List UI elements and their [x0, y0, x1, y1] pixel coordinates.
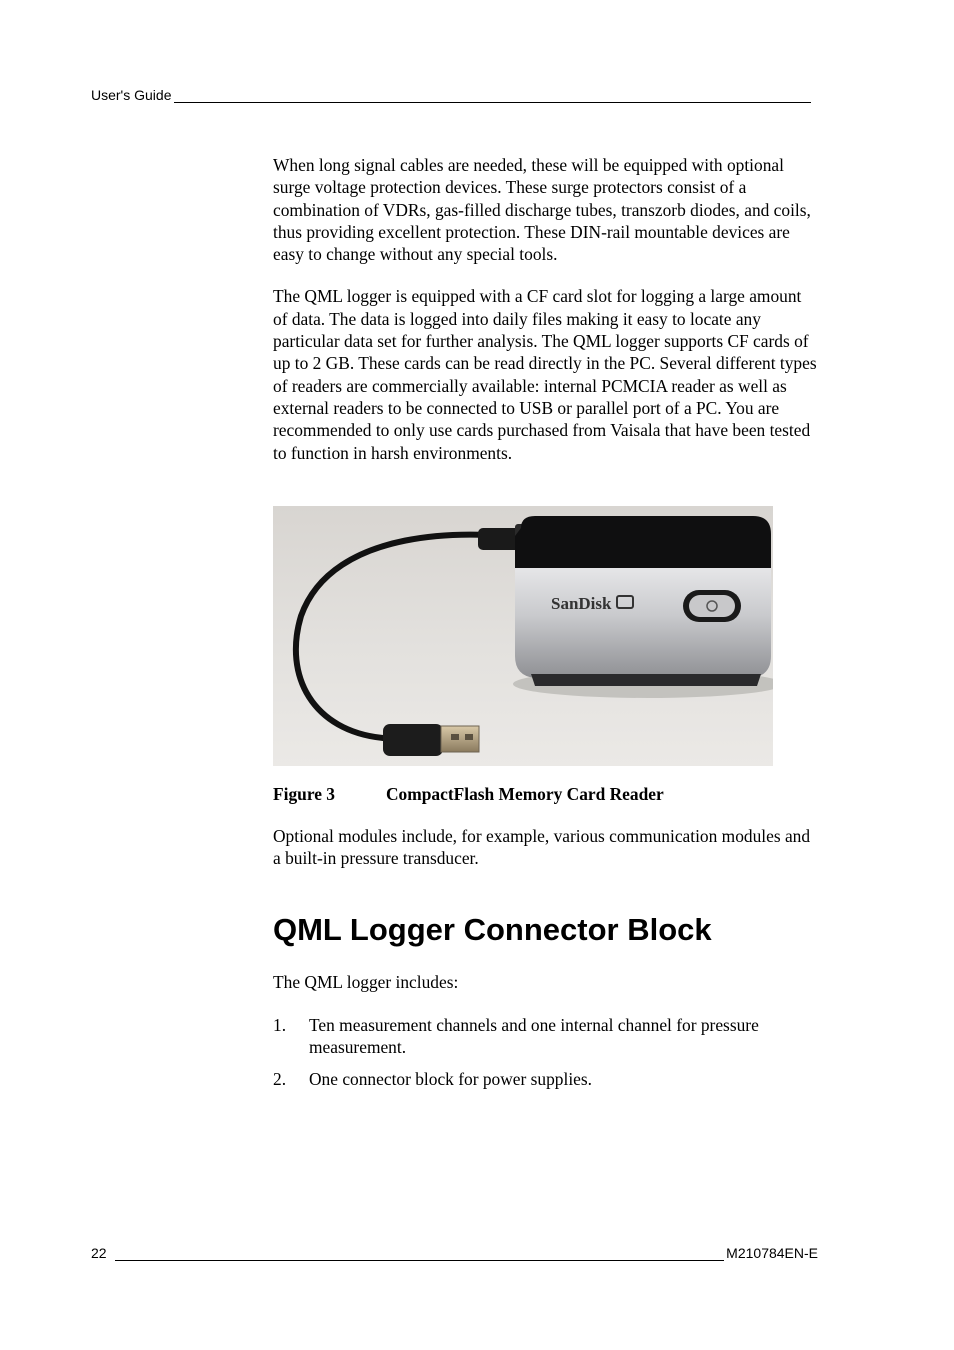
figure-caption [273, 784, 818, 805]
section-heading: QML Logger Connector Block [273, 912, 712, 948]
document-id: M210784EN-E [726, 1245, 818, 1261]
page-number: 22 [91, 1245, 107, 1261]
figure-card-reader-photo [273, 506, 773, 766]
list-item-text: One connector block for power supplies. [309, 1069, 592, 1090]
list-item-number: 2. [273, 1069, 287, 1090]
header-title: User's Guide [91, 87, 172, 103]
list-item-number: 1. [273, 1014, 287, 1035]
header-rule [174, 88, 811, 103]
list-item [273, 1014, 818, 1059]
page-header [91, 87, 811, 103]
list-item [273, 1068, 818, 1090]
paragraph-surge-protection: When long signal cables are needed, these will be equipped with optional surge voltage protection devices. These surge protectors consist of a combination of VDRs, gas-filled discharge tubes, transzorb diodes, and coils, thus providing excellent protection. These DIN-rail mountable devices are easy to change without any special tools. [273, 155, 811, 265]
figure-number: Figure 3 [273, 783, 335, 804]
numbered-list [273, 1014, 818, 1091]
page-content [273, 154, 818, 1101]
sandisk-logo: SanDisk [551, 593, 612, 613]
figure-caption-text: CompactFlash Memory Card Reader [386, 783, 664, 804]
card-reader-illustration [273, 506, 773, 766]
footer-rule [115, 1246, 725, 1261]
section-intro: The QML logger includes: [273, 972, 459, 993]
paragraph-cf-card: The QML logger is equipped with a CF card slot for logging a large amount of data. The data is logged into daily files making it easy to locate any particular data set for further analysis. The QML logger supports CF cards of up to 2 GB. These cards can be read directly in the PC. Several different types of readers are commercially available: internal PCMCIA reader as well as external readers to be connected to USB or parallel port of a PC. You are recommended to only use cards purchased from Vaisala that have been tested to function in harsh environments. [273, 286, 817, 463]
page-footer [91, 1245, 818, 1261]
list-item-text: Ten measurement channels and one internal channel for pressure measurement. [309, 1014, 759, 1058]
paragraph-optional-modules: Optional modules include, for example, various communication modules and a built-in pressure transducer. [273, 825, 811, 869]
